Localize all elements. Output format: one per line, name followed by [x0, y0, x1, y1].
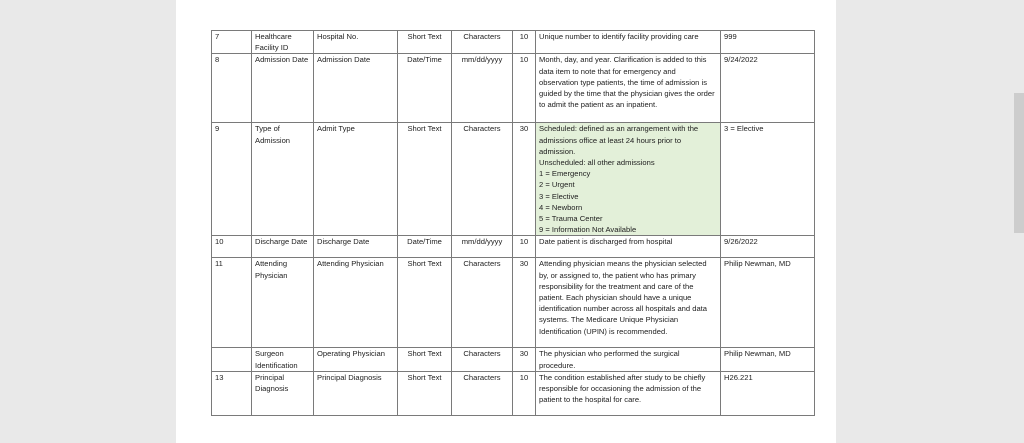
- data-element-name: Admission Date: [255, 55, 309, 65]
- field-name-cell: [314, 371, 398, 415]
- field-length: 10: [519, 55, 529, 65]
- format-cell: [452, 371, 513, 415]
- row-number: 13: [215, 372, 224, 382]
- table-row: [212, 123, 815, 236]
- description-cell: [536, 123, 721, 236]
- description-cell: [536, 371, 721, 415]
- field-format: Characters: [463, 349, 501, 359]
- field-name-cell: [314, 258, 398, 348]
- example-value: Philip Newman, MD: [724, 259, 791, 269]
- field-name: Discharge Date: [317, 237, 370, 247]
- table-row: [212, 54, 815, 123]
- field-name: Admission Date: [317, 55, 371, 65]
- row-number-cell: [212, 123, 252, 236]
- data-type: Date/Time: [407, 55, 442, 65]
- field-length-cell: [513, 348, 536, 371]
- data-dictionary-table: [211, 30, 815, 416]
- row-number-cell: [212, 258, 252, 348]
- table-row: [212, 258, 815, 348]
- field-format: Characters: [463, 32, 501, 41]
- data-element-name: Discharge Date: [255, 237, 308, 247]
- table-row: [212, 31, 815, 54]
- data-type: Short Text: [407, 259, 442, 269]
- example-cell: [721, 236, 815, 258]
- table-row: [212, 236, 815, 258]
- row-number: 9: [215, 124, 220, 134]
- field-length-cell: [513, 236, 536, 258]
- data-type-cell: [398, 348, 452, 371]
- row-number-cell: [212, 236, 252, 258]
- example-cell: [721, 258, 815, 348]
- data-element-name: Principal Diagnosis: [255, 372, 289, 394]
- field-name-cell: [314, 31, 398, 54]
- row-number-cell: [212, 348, 252, 371]
- data-type: Short Text: [407, 32, 442, 41]
- field-length-cell: [513, 31, 536, 54]
- row-number-cell: [212, 31, 252, 54]
- row-number: 10: [215, 237, 224, 247]
- data-type-cell: [398, 54, 452, 123]
- example-cell: [721, 371, 815, 415]
- row-number: 8: [215, 55, 220, 65]
- data-element-name: Type of Admission: [255, 124, 291, 145]
- data-type-cell: [398, 31, 452, 54]
- description-cell: [536, 31, 721, 54]
- description-cell: [536, 348, 721, 371]
- example-value: 9/26/2022: [724, 237, 758, 247]
- field-name-cell: [314, 348, 398, 371]
- field-format: Characters: [463, 124, 501, 134]
- description-text: Scheduled: defined as an arrangement with the admissions office at least 24 hours prior to admission.: [539, 124, 699, 156]
- field-length: 10: [519, 237, 529, 247]
- data-type-cell: [398, 258, 452, 348]
- example-value: 9/24/2022: [724, 55, 758, 65]
- field-length: 30: [519, 349, 529, 359]
- format-cell: [452, 348, 513, 371]
- data-element-cell: [252, 348, 314, 371]
- field-length-cell: [513, 371, 536, 415]
- data-type-cell: [398, 371, 452, 415]
- field-format: Characters: [463, 372, 501, 382]
- data-element-cell: [252, 236, 314, 258]
- field-length: 30: [519, 124, 529, 134]
- field-name: Admit Type: [317, 124, 355, 134]
- example-cell: [721, 31, 815, 54]
- field-name-cell: [314, 123, 398, 236]
- description-text: 2 = Urgent: [539, 180, 575, 190]
- example-value: 999: [724, 32, 737, 41]
- field-length-cell: [513, 54, 536, 123]
- field-name: Operating Physician: [317, 349, 385, 359]
- format-cell: [452, 236, 513, 258]
- row-number: 11: [215, 259, 223, 269]
- example-value: Philip Newman, MD: [724, 349, 791, 359]
- data-element-name: Healthcare Facility ID: [255, 32, 292, 53]
- example-value: H26.221: [724, 372, 753, 382]
- field-format: Characters: [463, 259, 501, 269]
- example-value: 3 = Elective: [724, 124, 764, 134]
- description-cell: [536, 258, 721, 348]
- description-text: Unique number to identify facility providing care: [539, 32, 699, 41]
- row-number-cell: [212, 54, 252, 123]
- format-cell: [452, 31, 513, 54]
- description-cell: [536, 54, 721, 123]
- field-format: mm/dd/yyyy: [461, 237, 503, 247]
- format-cell: [452, 258, 513, 348]
- format-cell: [452, 123, 513, 236]
- data-type: Short Text: [407, 124, 442, 134]
- field-length-cell: [513, 123, 536, 236]
- description-text: Attending physician means the physician selected by, or assigned to, the patient who has primary responsibility for the treatment and care of the patient. Each physician should have a unique identification number across all hospitals and data systems. The Medicare Unique Physician Identification (UPIN) is recommended.: [539, 259, 708, 336]
- data-element-cell: [252, 54, 314, 123]
- vertical-scrollbar-thumb[interactable]: [1014, 93, 1024, 233]
- description-text: 4 = Newborn: [539, 202, 583, 212]
- description-text: Date patient is discharged from hospital: [539, 237, 673, 247]
- description-text: 5 = Trauma Center: [539, 214, 603, 224]
- data-type: Date/Time: [407, 237, 442, 247]
- description-text: The physician who performed the surgical procedure.: [539, 349, 680, 370]
- field-name-cell: [314, 54, 398, 123]
- description-text: Unscheduled: all other admissions: [539, 158, 655, 168]
- field-name: Hospital No.: [317, 32, 359, 41]
- field-length: 10: [519, 372, 529, 382]
- data-element-cell: [252, 123, 314, 236]
- field-name: Attending Physician: [317, 259, 384, 269]
- description-text: The condition established after study to be chiefly responsible for occasioning the admission of the patient to the hospital for care.: [539, 372, 706, 405]
- data-element-cell: [252, 371, 314, 415]
- data-element-cell: [252, 31, 314, 54]
- description-text: Month, day, and year. Clarification is added to this data item to note that for emergency and observation type patients, the time of admission is guided by the time that the physician gives the order to admit the patient as an inpatient.: [539, 55, 715, 110]
- data-type-cell: [398, 123, 452, 236]
- description-text: 3 = Elective: [539, 191, 579, 201]
- field-length-cell: [513, 258, 536, 348]
- data-element-name: Surgeon Identification: [255, 349, 298, 370]
- data-type-cell: [398, 236, 452, 258]
- field-name-cell: [314, 236, 398, 258]
- description-text: 9 = Information Not Available: [539, 225, 637, 235]
- example-cell: [721, 123, 815, 236]
- data-type: Short Text: [407, 349, 442, 359]
- description-text: 1 = Emergency: [539, 169, 591, 179]
- row-number: 7: [215, 32, 220, 41]
- row-number-cell: [212, 371, 252, 415]
- field-length: 10: [519, 32, 529, 41]
- table-row: [212, 371, 815, 415]
- example-cell: [721, 54, 815, 123]
- example-cell: [721, 348, 815, 371]
- data-element-cell: [252, 258, 314, 348]
- table-row: [212, 348, 815, 371]
- document-page: [176, 0, 836, 443]
- description-cell: [536, 236, 721, 258]
- field-length: 30: [519, 259, 529, 269]
- data-type: Short Text: [407, 372, 442, 382]
- field-format: mm/dd/yyyy: [461, 55, 503, 65]
- data-element-name: Attending Physician: [255, 259, 288, 280]
- field-name: Principal Diagnosis: [317, 372, 382, 382]
- format-cell: [452, 54, 513, 123]
